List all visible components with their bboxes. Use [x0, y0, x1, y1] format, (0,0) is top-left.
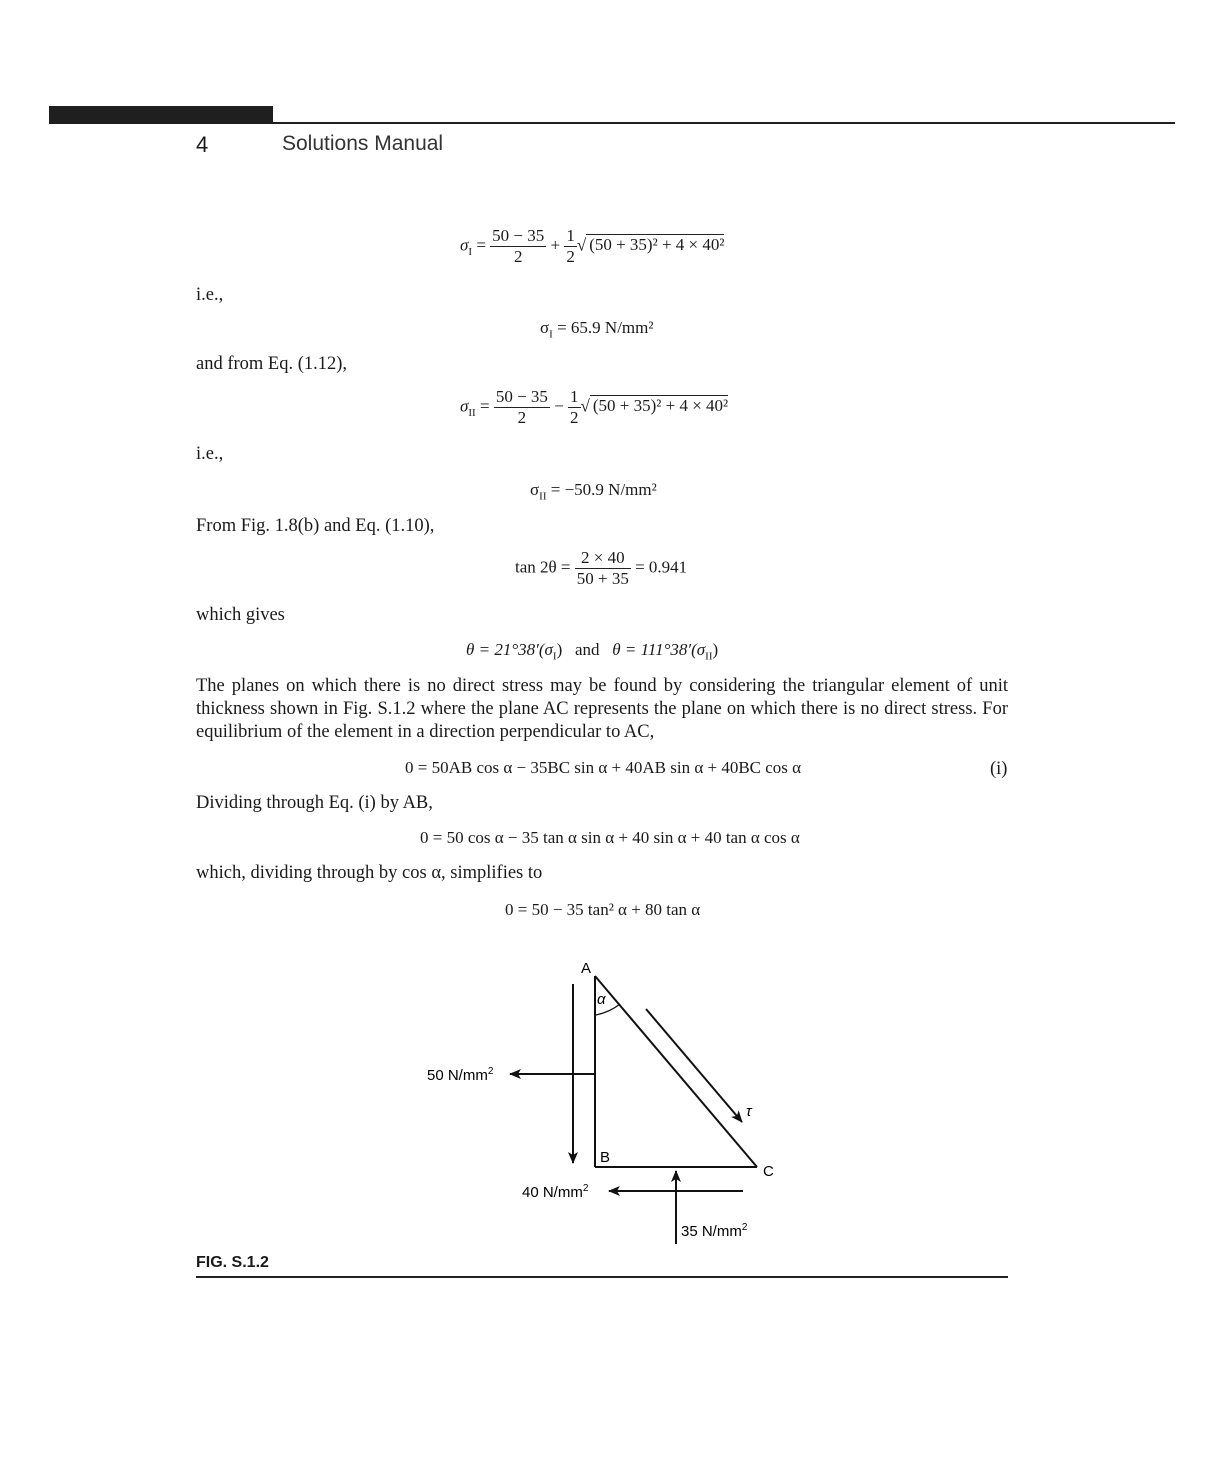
figure-rule: [196, 1276, 1008, 1278]
equation-divided: 0 = 50 cos α − 35 tan α sin α + 40 sin α + 40 tan α cos α: [420, 828, 800, 847]
tau-arrow: [646, 1009, 742, 1122]
label-a: A: [581, 960, 592, 977]
label-35-nmm2: 35 $N/mm^2$: [681, 1222, 748, 1240]
label-c: C: [763, 1163, 774, 1180]
dividing-text: Dividing through Eq. (i) by AB,: [196, 793, 433, 813]
label-tau: τ: [746, 1103, 752, 1120]
which-dividing-text: which, dividing through by cos α, simplifies to: [196, 863, 543, 883]
running-title: Solutions Manual: [282, 132, 444, 155]
equation-tan-2theta: tan 2θ = $\frac{2 \times 40}{50 + 35}$ = 0.941: [515, 548, 688, 588]
label-50-nmm2: 50 $N/mm^2$: [427, 1066, 494, 1084]
which-gives-text: which gives: [196, 605, 285, 625]
label-alpha: α: [597, 991, 606, 1008]
ie-text-2: i.e.,: [196, 444, 224, 464]
planes-paragraph: The planes on which there is no direct stress may be found by considering the triangular element of unit thickness shown in Fig. S.1.2 where the plane AC represents the plane on which there is no direct stress. For equilibrium of the element in a direction perpendicular to AC,: [196, 676, 1008, 742]
equation-sigma-2-value: $\sigma_{II} = -50.9$ N/mm²: [530, 480, 657, 503]
ie-text-1: i.e.,: [196, 285, 224, 305]
figure-caption: FIG. S.1.2: [196, 1254, 269, 1271]
and-from-text: and from Eq. (1.12),: [196, 354, 348, 374]
label-40-nmm2: 40 $N/mm^2$: [522, 1183, 589, 1201]
page-number: 4: [196, 132, 209, 157]
equation-sigma-1: $\sigma_I$ = $\frac{50 - 35}{2}$ + $\frac{1}{2}$ √ (50 + 35)² + 4 × 40²: [460, 226, 725, 266]
label-b: B: [600, 1149, 611, 1166]
equation-i: 0 = 50AB cos α − 35BC sin α + 40AB sin α + 40BC cos α: [405, 758, 802, 777]
equation-sigma-1-value: $\sigma_I = 65.9$ N/mm²: [540, 318, 654, 341]
equation-i-label: (i): [990, 759, 1008, 779]
from-fig-text: From Fig. 1.8(b) and Eq. (1.10),: [196, 516, 435, 536]
equation-theta: $\theta = 21^\circ 38'(\sigma_I)$ and $\theta = 111^\circ 38'(\sigma_{II})$: [466, 640, 719, 663]
equation-simplified: 0 = 50 − 35 tan² α + 80 tan α: [505, 900, 701, 919]
equation-sigma-2: $\sigma_{II}$ = $\frac{50 - 35}{2}$ − $\frac{1}{2}$ √ (50 + 35)² + 4 × 40²: [460, 387, 729, 427]
